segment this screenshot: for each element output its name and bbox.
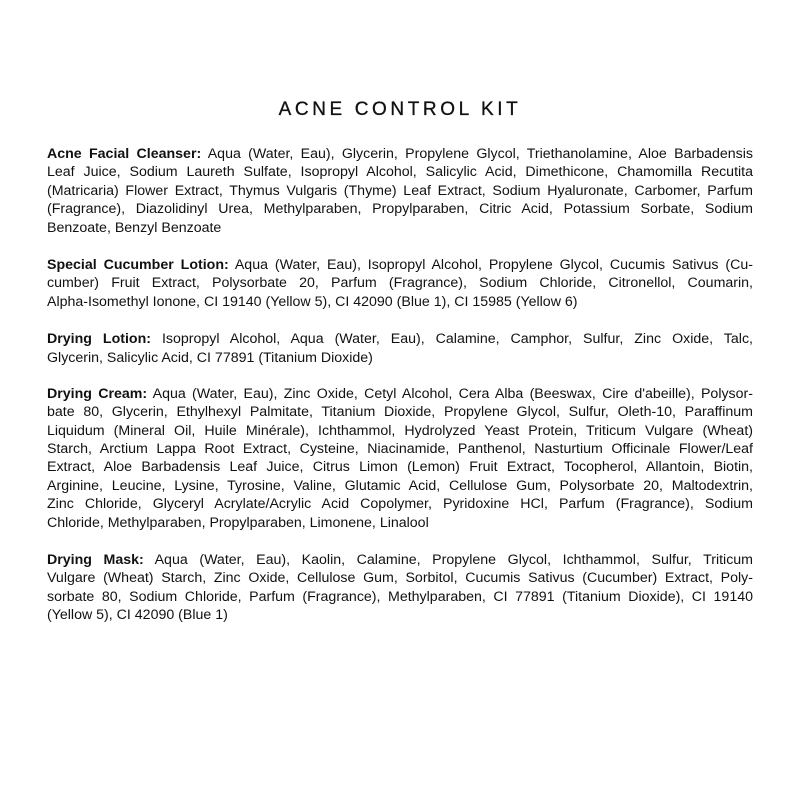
- section-drying-cream: [47, 385, 753, 532]
- text-line: Zinc Chloride, Glyceryl Acrylate/Acrylic Acid Copolymer, Pyridoxine HCl, Parfum (Fragrance), Sodium: [47, 496, 753, 513]
- text-line: [47, 551, 753, 569]
- text-line: [47, 330, 753, 348]
- ingredients-text: Isopropyl Alcohol, Aqua (Water, Eau), Calamine, Camphor, Sulfur, Zinc Oxide, Talc,: [150, 331, 753, 348]
- text-line: Extract, Aloe Barbadensis Leaf Juice, Citrus Limon (Lemon) Fruit Extract, Tocopherol, Allantoin, Biotin,: [47, 459, 753, 476]
- product-label: Drying Mask:: [47, 552, 144, 569]
- ingredients-text: Aqua (Water, Eau), Glycerin, Propylene Glycol, Triethanolamine, Aloe Barbadensis: [201, 146, 753, 162]
- ingredients-document: [47, 145, 753, 644]
- text-line: Benzoate, Benzyl Benzoate: [47, 219, 222, 236]
- section-special-cucumber-lotion: [47, 256, 753, 311]
- text-line: Liquidum (Mineral Oil, Huile Minérale), Ichthammol, Hydrolyzed Yeast Protein, Triticum Vulgare (Wheat): [47, 422, 753, 439]
- section-acne-facial-cleanser: [47, 145, 753, 237]
- text-line: cumber) Fruit Extract, Polysorbate 20, Parfum (Fragrance), Sodium Chloride, Citronellol, Coumarin,: [47, 275, 753, 292]
- text-line: [47, 385, 753, 403]
- text-line: Alpha-Isomethyl Ionone, CI 19140 (Yellow 5), CI 42090 (Blue 1), CI 15985 (Yellow 6): [47, 293, 578, 310]
- ingredients-text: Aqua (Water, Eau), Kaolin, Calamine, Propylene Glycol, Ichthammol, Sulfur, Triticum: [143, 552, 753, 569]
- ingredients-text: Aqua (Water, Eau), Zinc Oxide, Cetyl Alcohol, Cera Alba (Beeswax, Cire d'abeille), Polysor-: [147, 385, 753, 402]
- text-line: Chloride, Methylparaben, Propylparaben, Limonene, Linalool: [47, 514, 429, 531]
- text-line: Glycerin, Salicylic Acid, CI 77891 (Titanium Dioxide): [47, 349, 373, 366]
- text-line: (Matricaria) Flower Extract, Thymus Vulgaris (Thyme) Leaf Extract, Sodium Hyaluronate, Carbomer, Parfum: [47, 182, 753, 199]
- text-line: Vulgare (Wheat) Starch, Zinc Oxide, Cellulose Gum, Sorbitol, Cucumis Sativus (Cucumber) Extract, Poly-: [47, 570, 753, 587]
- page-title: ACNE CONTROL KIT: [278, 98, 522, 120]
- section-drying-lotion: [47, 330, 753, 367]
- text-line: (Fragrance), Diazolidinyl Urea, Methylparaben, Propylparaben, Citric Acid, Potassium Sorbate, Sodium: [47, 201, 753, 218]
- product-label: Special Cucumber Lotion:: [47, 256, 229, 273]
- text-line: Starch, Arctium Lappa Root Extract, Cysteine, Niacinamide, Panthenol, Nasturtium Officinale Flower/Leaf: [47, 441, 753, 458]
- product-label: Drying Lotion:: [47, 331, 151, 348]
- text-line: [47, 256, 753, 274]
- text-line: bate 80, Glycerin, Ethylhexyl Palmitate, Titanium Dioxide, Propylene Glycol, Sulfur, Oleth-10, Paraffinum: [47, 404, 753, 421]
- text-line: Leaf Juice, Sodium Laureth Sulfate, Isopropyl Alcohol, Salicylic Acid, Dimethicone, Chamomilla Recutita: [47, 164, 753, 181]
- text-line: Arginine, Leucine, Lysine, Tyrosine, Valine, Glutamic Acid, Cellulose Gum, Polysorbate 20, Maltodextrin,: [47, 477, 753, 494]
- section-drying-mask: [47, 551, 753, 625]
- text-line: [47, 145, 753, 163]
- ingredients-text: Aqua (Water, Eau), Isopropyl Alcohol, Propylene Glycol, Cucumis Sativus (Cu-: [228, 256, 753, 273]
- product-label: Acne Facial Cleanser:: [47, 146, 202, 162]
- text-line: sorbate 80, Sodium Chloride, Parfum (Fragrance), Methylparaben, CI 77891 (Titanium Dioxide), CI 19140: [47, 588, 753, 605]
- product-label: Drying Cream:: [47, 385, 148, 402]
- text-line: (Yellow 5), CI 42090 (Blue 1): [47, 607, 228, 624]
